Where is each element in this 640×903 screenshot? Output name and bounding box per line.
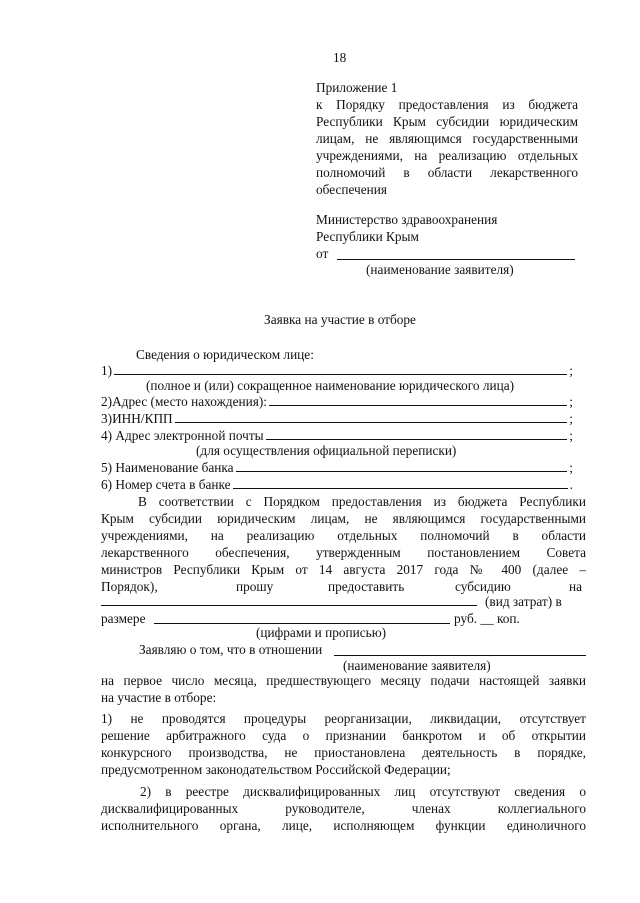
- item1-line: конкурсного производства, не приостановлена деятельность в порядке,: [101, 745, 586, 760]
- document-heading: Заявка на участие в отборе: [264, 312, 416, 327]
- request-line: министров Республики Крым от 14 августа 2017 года № 400 (далее –: [101, 562, 586, 577]
- item1-line: решение арбитражного суда о признании банкротом и об открытии: [101, 728, 586, 743]
- amount-caption: (цифрами и прописью): [256, 625, 387, 640]
- request-line: учреждениями, на реализацию отдельных полномочий в области: [101, 528, 586, 543]
- page-number: 18: [333, 50, 347, 65]
- request-line: Крым субсидии юридическим лицам, не являющимся государственными: [101, 511, 586, 526]
- field-bank-row: [101, 459, 573, 476]
- appendix-line: лицам, не являющимся государственными: [316, 131, 578, 146]
- addressee-region: Республики Крым: [316, 229, 419, 244]
- expense-type-caption: (вид затрат) в: [485, 594, 562, 609]
- addressee-ministry: Министерство здравоохранения: [316, 212, 498, 227]
- field-account-period: .: [569, 477, 573, 492]
- field-account-line[interactable]: [233, 476, 568, 489]
- appendix-line: полномочий в области лекарственного: [316, 165, 578, 180]
- appendix-line: к Порядку предоставления из бюджета: [316, 97, 578, 112]
- addressee-from-label: от: [316, 246, 329, 261]
- field-account-row: [101, 476, 573, 493]
- field-inn-semicolon: ;: [569, 411, 573, 426]
- field-address-line[interactable]: [269, 393, 567, 406]
- request-line6-word: предоставить: [328, 579, 405, 594]
- appendix-line: учреждениями, на реализацию отдельных: [316, 148, 578, 163]
- legal-entity-intro: Сведения о юридическом лице:: [136, 347, 314, 362]
- field-inn-row: [101, 410, 573, 427]
- appendix-line: Республики Крым субсидии юридическим: [316, 114, 578, 129]
- request-line6-left: Порядок),: [101, 579, 158, 594]
- declaration-applicant-caption: (наименование заявителя): [343, 658, 491, 673]
- addressee-from-line: [337, 259, 575, 260]
- field-email-semicolon: ;: [569, 428, 573, 443]
- item1-line: предусмотренном законодательством Российской Федерации;: [101, 762, 451, 777]
- field-email-label: 4) Адрес электронной почты: [101, 428, 264, 443]
- amount-units: руб. __ коп.: [454, 611, 520, 626]
- item1-line: 1) не проводятся процедуры реорганизации, ликвидации, отсутствует: [101, 711, 586, 726]
- declaration-date-line: на первое число месяца, предшествующего месяцу подачи настоящей заявки: [101, 673, 586, 688]
- field-account-label: 6) Номер счета в банке: [101, 477, 231, 492]
- request-line: лекарственного обеспечения, утвержденным постановлением Совета: [101, 545, 586, 560]
- declaration-applicant-line[interactable]: [334, 655, 586, 656]
- request-line: В соответствии с Порядком предоставления из бюджета Республики: [138, 494, 586, 509]
- declaration-date-line: на участие в отборе:: [101, 690, 217, 705]
- item2-line: исполнительного органа, лице, исполняющем функции единоличного: [101, 818, 586, 833]
- amount-label: размере: [101, 611, 146, 626]
- field-email-caption: (для осуществления официальной переписки): [196, 443, 457, 458]
- field-email-line[interactable]: [266, 427, 568, 440]
- field-name-line[interactable]: [114, 362, 567, 375]
- field-bank-semicolon: ;: [569, 460, 573, 475]
- appendix-line: обеспечения: [316, 182, 387, 197]
- item2-line: дисквалифицированных руководителе, членах коллегиального: [101, 801, 586, 816]
- request-line6-right: на: [569, 579, 583, 594]
- addressee-from-caption: (наименование заявителя): [366, 262, 514, 277]
- field-address-row: [101, 393, 573, 410]
- expense-type-line[interactable]: [101, 605, 477, 606]
- field-name-caption: (полное и (или) сокращенное наименование юридического лица): [146, 378, 515, 393]
- declaration-intro: Заявляю о том, что в отношении: [139, 642, 323, 657]
- field-name-label: 1): [101, 363, 113, 378]
- request-line6-word: прошу: [236, 579, 274, 594]
- field-address-semicolon: ;: [569, 394, 573, 409]
- field-bank-label: 5) Наименование банка: [101, 460, 234, 475]
- request-line6-word: субсидию: [455, 579, 511, 594]
- appendix-title: Приложение 1: [316, 80, 398, 95]
- field-inn-label: 3)ИНН/КПП: [101, 411, 173, 426]
- field-inn-line[interactable]: [175, 410, 568, 423]
- field-address-label: 2)Адрес (место нахождения):: [101, 394, 267, 409]
- field-name-semicolon: ;: [569, 363, 573, 378]
- item2-line: 2) в реестре дисквалифицированных лиц отсутствуют сведения о: [140, 784, 586, 799]
- field-bank-line[interactable]: [236, 459, 568, 472]
